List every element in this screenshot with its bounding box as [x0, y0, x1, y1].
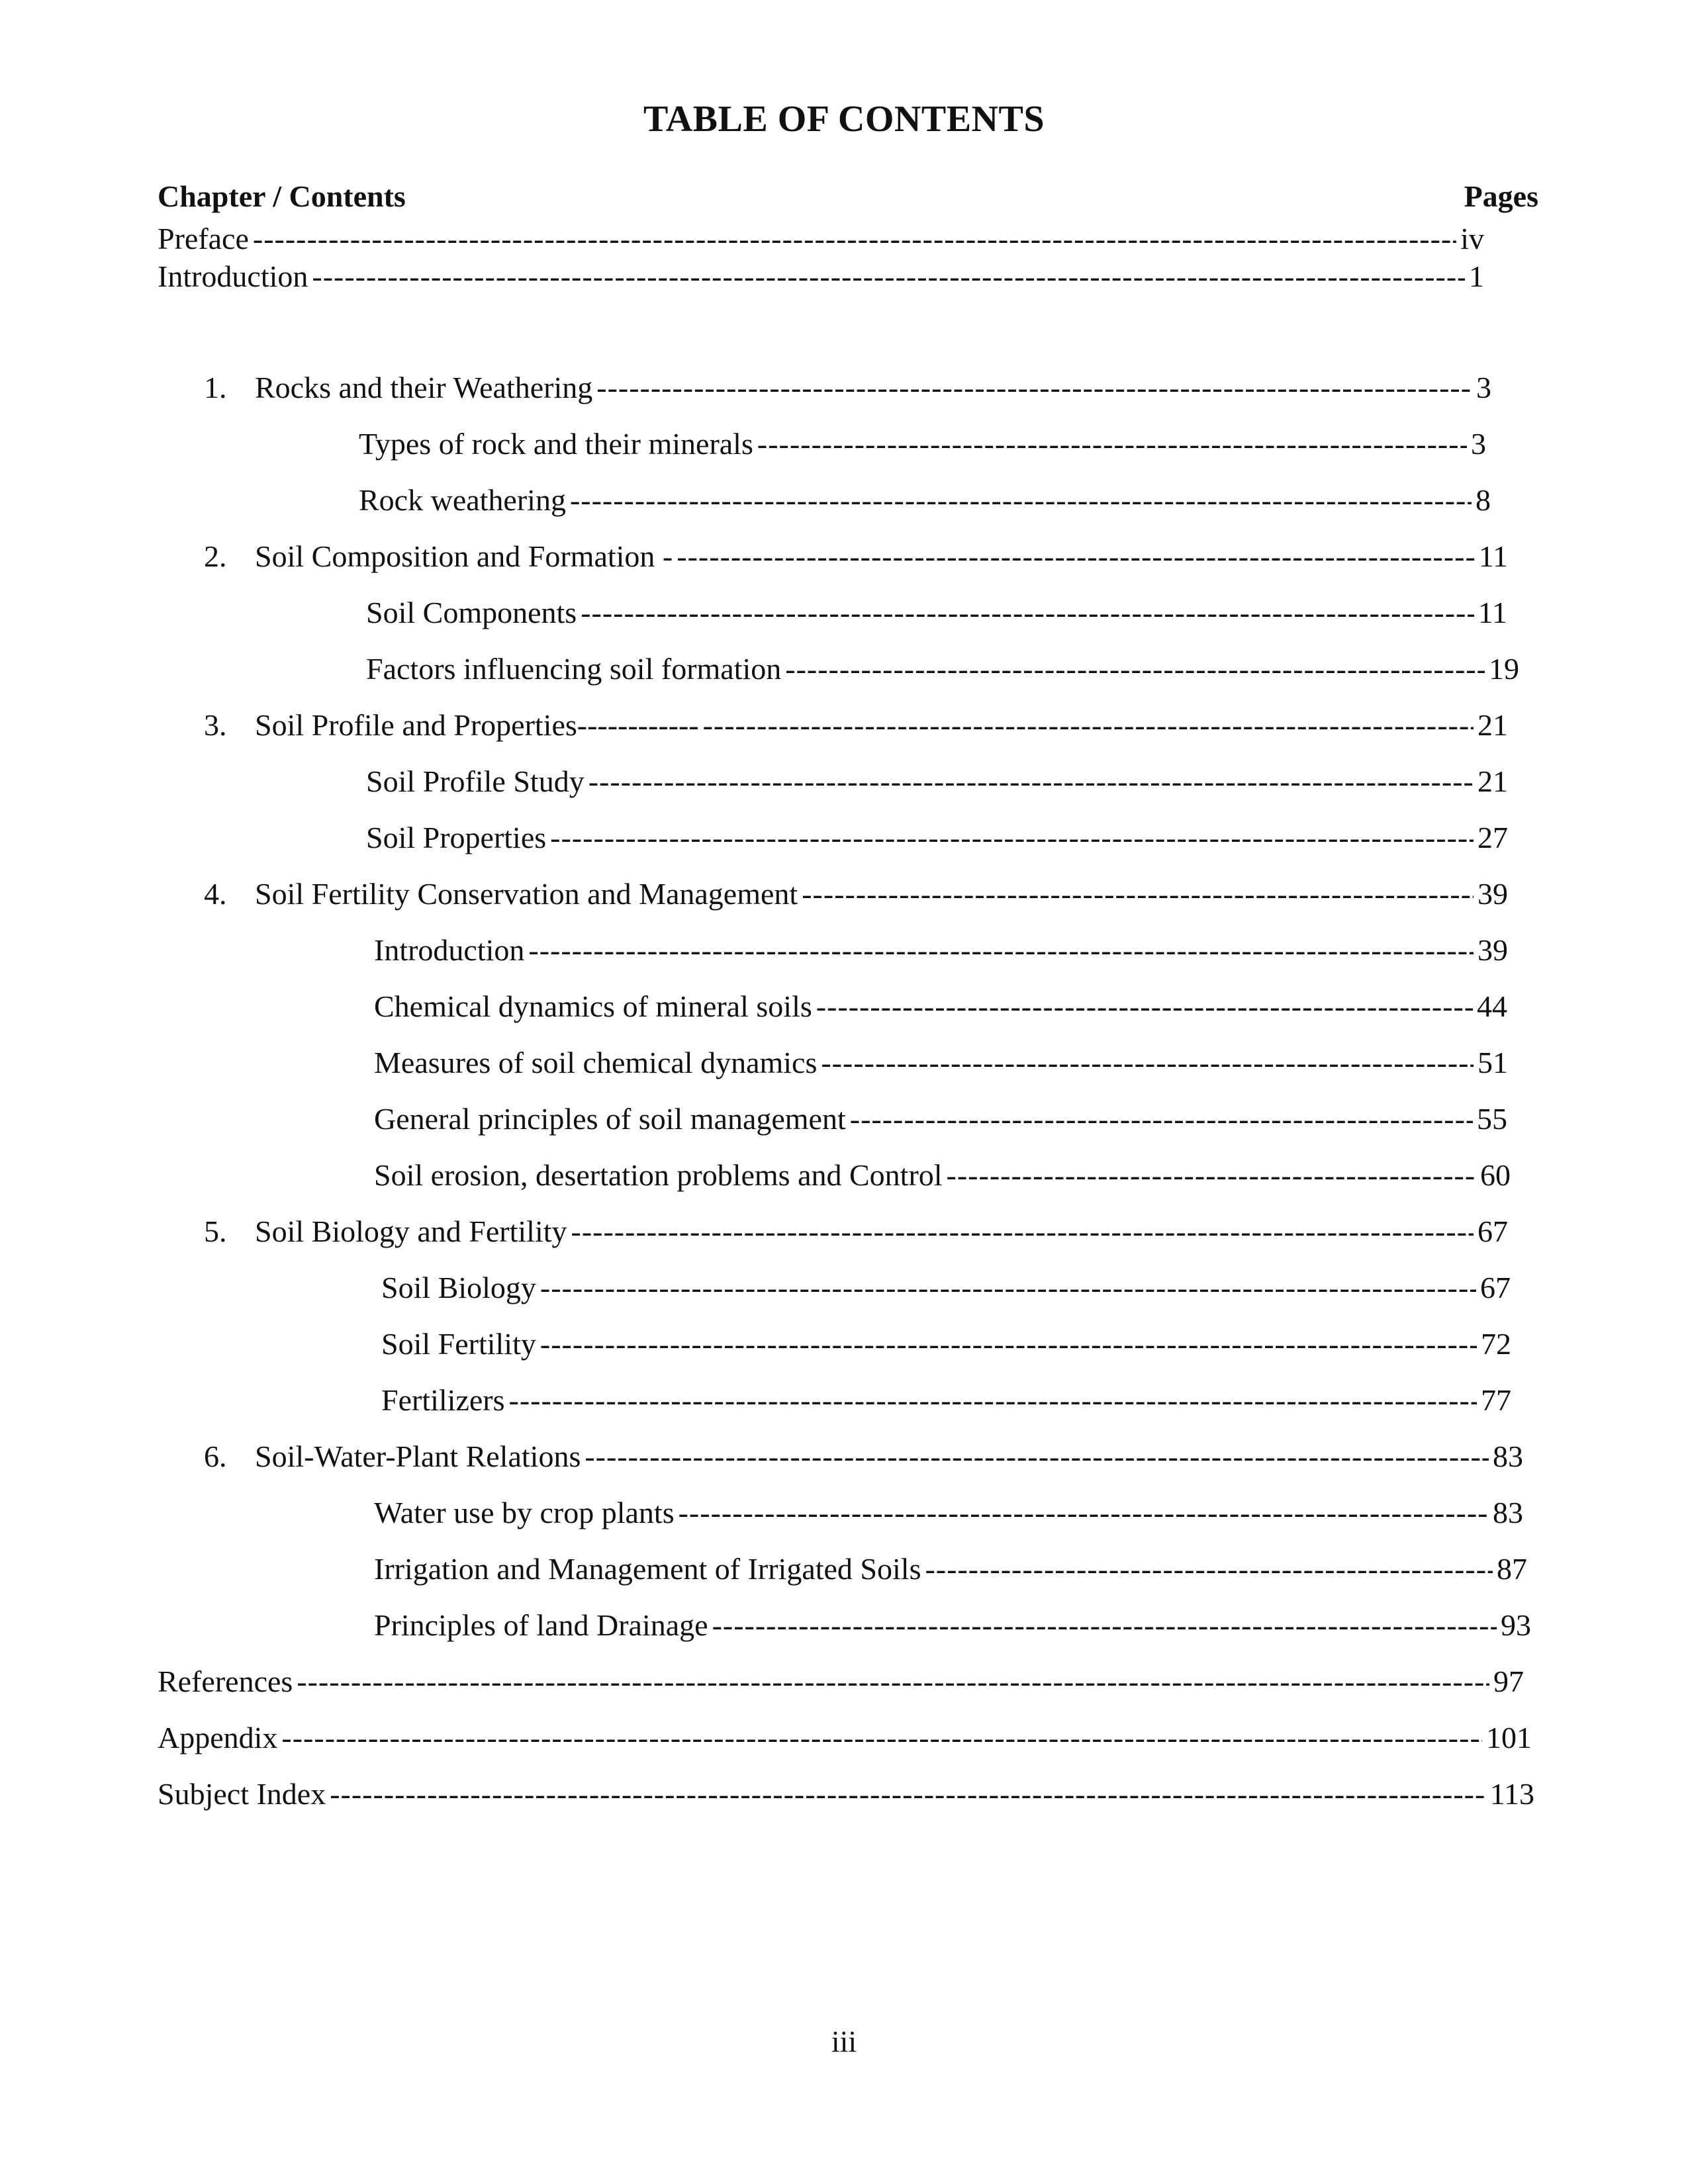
dot-leader	[581, 592, 1474, 633]
dot-leader	[785, 649, 1485, 690]
dot-leader	[540, 1324, 1477, 1365]
dot-leader	[540, 1267, 1476, 1308]
section-title: Chemical dynamics of mineral soils	[374, 989, 812, 1023]
toc-chapter-6	[204, 1436, 1523, 1477]
section-title: Principles of land Drainage	[374, 1608, 708, 1642]
toc-chapter-1	[204, 367, 1491, 408]
section-title: Water use by crop plants	[374, 1496, 675, 1529]
dot-leader	[821, 1042, 1474, 1083]
toc-section	[366, 761, 1508, 802]
toc-section	[374, 1605, 1531, 1646]
section-title: Soil Biology	[381, 1271, 536, 1304]
section-title: Types of rock and their minerals	[359, 427, 753, 461]
entry-page: 11	[1478, 539, 1508, 573]
entry-page: 83	[1493, 1439, 1523, 1473]
toc-chapter-4	[204, 874, 1508, 915]
toc-entry-preface	[158, 218, 1484, 259]
toc-entry-appendix	[158, 1717, 1532, 1758]
chapter-number: 1.	[204, 371, 227, 404]
entry-page: 8	[1476, 483, 1491, 517]
entry-page: 87	[1497, 1552, 1527, 1586]
dot-leader	[550, 817, 1474, 858]
entry-page: 19	[1489, 652, 1519, 686]
dot-leader	[596, 367, 1472, 408]
dot-leader	[281, 1717, 1482, 1758]
toc-section	[374, 1155, 1511, 1196]
entry-page: 44	[1477, 989, 1507, 1023]
dot-leader	[677, 536, 1474, 577]
toc-section	[381, 1267, 1511, 1308]
toc-entry-introduction	[158, 256, 1484, 297]
dot-leader	[588, 761, 1474, 802]
entry-page: 67	[1480, 1271, 1511, 1304]
header-chapter-contents: Chapter / Contents	[158, 179, 406, 213]
entry-page: 39	[1477, 933, 1508, 967]
entry-label: Introduction	[158, 259, 308, 293]
entry-page: 21	[1477, 708, 1508, 742]
toc-entry-subject-index	[158, 1774, 1534, 1815]
entry-page: 1	[1469, 259, 1484, 293]
toc-section	[381, 1324, 1511, 1365]
toc-chapter-3	[204, 705, 1508, 746]
dot-leader	[850, 1099, 1473, 1140]
toc-section	[374, 1492, 1523, 1533]
section-title: Introduction	[374, 933, 525, 967]
chapter-title: Soil-Water-Plant Relations	[255, 1439, 581, 1473]
entry-page: 3	[1476, 371, 1491, 404]
section-title: Irrigation and Management of Irrigated Soils	[374, 1552, 921, 1586]
toc-section	[359, 480, 1491, 521]
toc-section	[366, 649, 1519, 690]
toc-header	[158, 179, 1538, 218]
entry-label: Appendix	[158, 1721, 278, 1754]
section-title: Factors influencing soil formation	[366, 652, 782, 686]
dot-leader	[509, 1380, 1477, 1421]
chapter-number: 4.	[204, 877, 227, 911]
section-title: General principles of soil management	[374, 1102, 846, 1136]
entry-label: References	[158, 1664, 293, 1698]
chapter-number: 2.	[204, 539, 227, 573]
dot-leader	[312, 256, 1465, 297]
chapter-number: 3.	[204, 708, 227, 742]
entry-page: 27	[1477, 821, 1508, 854]
chapter-title: Soil Composition and Formation -	[255, 539, 673, 573]
toc-section	[359, 424, 1486, 465]
entry-page: 3	[1471, 427, 1486, 461]
entry-page: 55	[1477, 1102, 1507, 1136]
dot-leader	[816, 986, 1473, 1027]
chapter-title: Soil Biology and Fertility	[255, 1214, 567, 1248]
dot-leader	[679, 1492, 1489, 1533]
entry-page: iv	[1460, 222, 1484, 255]
header-pages: Pages	[1464, 179, 1538, 213]
entry-page: 93	[1501, 1608, 1531, 1642]
toc-section	[374, 1042, 1508, 1083]
section-title: Soil Properties	[366, 821, 547, 854]
entry-label: Subject Index	[158, 1777, 326, 1811]
page-number: iii	[831, 2025, 857, 2058]
toc-section	[374, 1099, 1507, 1140]
toc-chapter-2	[204, 536, 1508, 577]
entry-page: 67	[1477, 1214, 1508, 1248]
chapter-title: Soil Profile and Properties------------	[255, 708, 699, 742]
dot-leader	[802, 874, 1474, 915]
dot-leader	[528, 930, 1474, 971]
dot-leader	[297, 1661, 1489, 1702]
chapter-number: 6.	[204, 1439, 227, 1473]
dot-leader	[947, 1155, 1476, 1196]
entry-page: 83	[1493, 1496, 1523, 1529]
dot-leader	[925, 1549, 1493, 1590]
section-title: Soil erosion, desertation problems and Control	[374, 1158, 943, 1192]
chapter-title: Soil Fertility Conservation and Management	[255, 877, 798, 911]
dot-leader	[330, 1774, 1485, 1815]
section-title: Rock weathering	[359, 483, 566, 517]
toc-chapter-5	[204, 1211, 1508, 1252]
entry-page: 101	[1486, 1721, 1532, 1754]
entry-page: 77	[1481, 1383, 1511, 1417]
toc-section	[374, 986, 1507, 1027]
section-title: Soil Profile Study	[366, 764, 585, 798]
section-title: Soil Components	[366, 596, 577, 629]
section-title: Measures of soil chemical dynamics	[374, 1046, 818, 1079]
page-title: TABLE OF CONTENTS	[643, 99, 1045, 140]
entry-page: 11	[1477, 596, 1507, 629]
toc-section	[381, 1380, 1511, 1421]
toc-section	[374, 930, 1508, 971]
section-title: Fertilizers	[381, 1383, 505, 1417]
entry-page: 51	[1477, 1046, 1508, 1079]
dot-leader	[570, 480, 1472, 521]
dot-leader	[585, 1436, 1489, 1477]
chapter-number: 5.	[204, 1214, 227, 1248]
dot-leader	[703, 705, 1474, 746]
entry-page: 21	[1477, 764, 1508, 798]
section-title: Soil Fertility	[381, 1327, 536, 1361]
toc-section	[366, 592, 1507, 633]
toc-section	[374, 1549, 1527, 1590]
entry-page: 39	[1477, 877, 1508, 911]
entry-label: Preface	[158, 222, 249, 255]
toc-entry-references	[158, 1661, 1524, 1702]
dot-leader	[712, 1605, 1497, 1646]
entry-page: 72	[1481, 1327, 1511, 1361]
dot-leader	[571, 1211, 1474, 1252]
toc-section	[366, 817, 1508, 858]
entry-page: 113	[1489, 1777, 1534, 1811]
dot-leader	[253, 218, 1456, 259]
entry-page: 97	[1493, 1664, 1524, 1698]
dot-leader	[757, 424, 1467, 465]
chapter-title: Rocks and their Weathering	[255, 371, 593, 404]
entry-page: 60	[1480, 1158, 1511, 1192]
